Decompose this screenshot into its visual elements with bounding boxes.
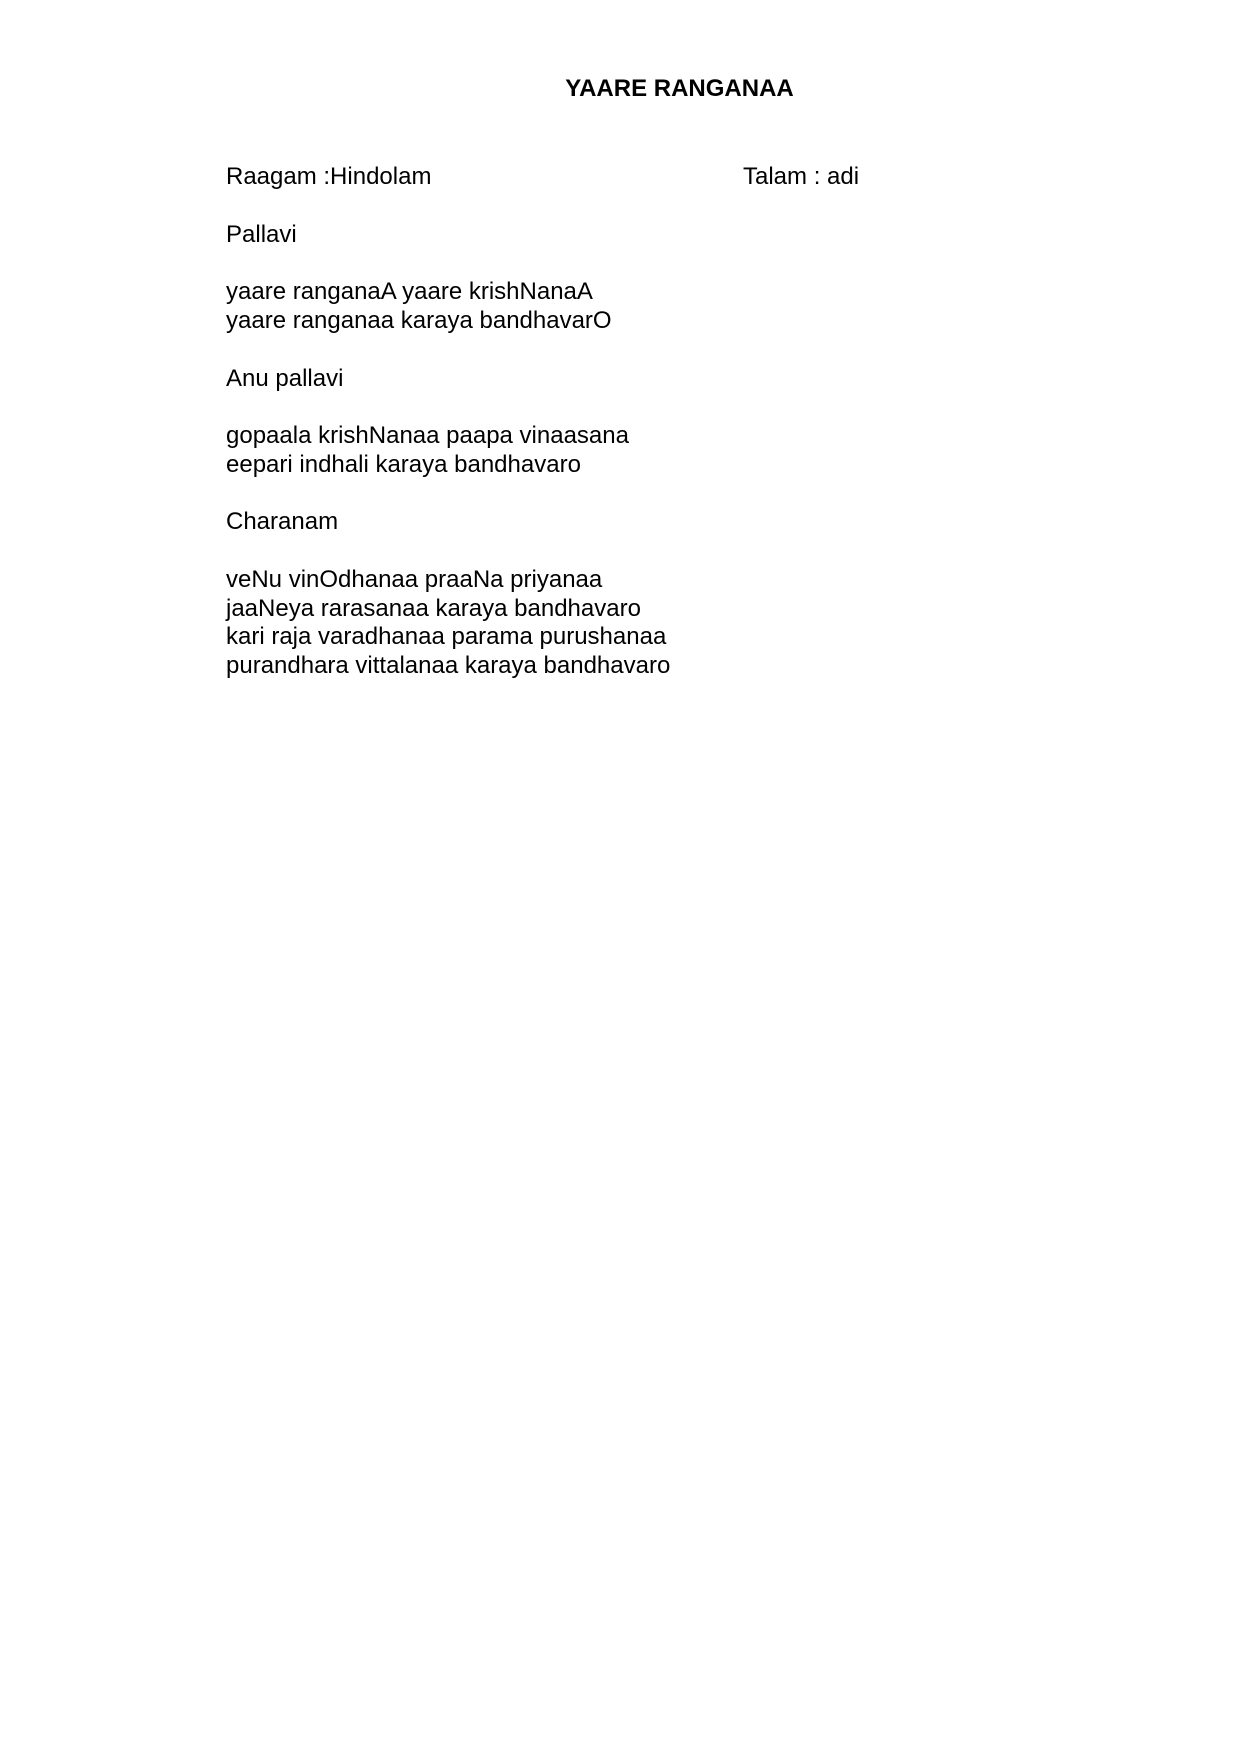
- pallavi-line: yaare ranganaa karaya bandhavarO: [226, 307, 612, 334]
- raagam-label: Raagam :Hindolam: [226, 163, 432, 190]
- charanam-heading: Charanam: [226, 508, 339, 535]
- charanam-line: veNu vinOdhanaa praaNa priyanaa: [226, 566, 603, 593]
- pallavi-line: yaare ranganaA yaare krishNanaA: [226, 278, 593, 305]
- charanam-line: purandhara vittalanaa karaya bandhavaro: [226, 652, 671, 679]
- charanam-line: jaaNeya rarasanaa karaya bandhavaro: [226, 595, 641, 622]
- charanam-line: kari raja varadhanaa parama purushanaa: [226, 623, 667, 650]
- song-title: YAARE RANGANAA: [565, 75, 794, 102]
- anupallavi-line: gopaala krishNanaa paapa vinaasana: [226, 422, 629, 449]
- pallavi-heading: Pallavi: [226, 221, 297, 248]
- anupallavi-line: eepari indhali karaya bandhavaro: [226, 451, 581, 478]
- talam-label: Talam : adi: [743, 163, 860, 190]
- anupallavi-heading: Anu pallavi: [226, 365, 344, 392]
